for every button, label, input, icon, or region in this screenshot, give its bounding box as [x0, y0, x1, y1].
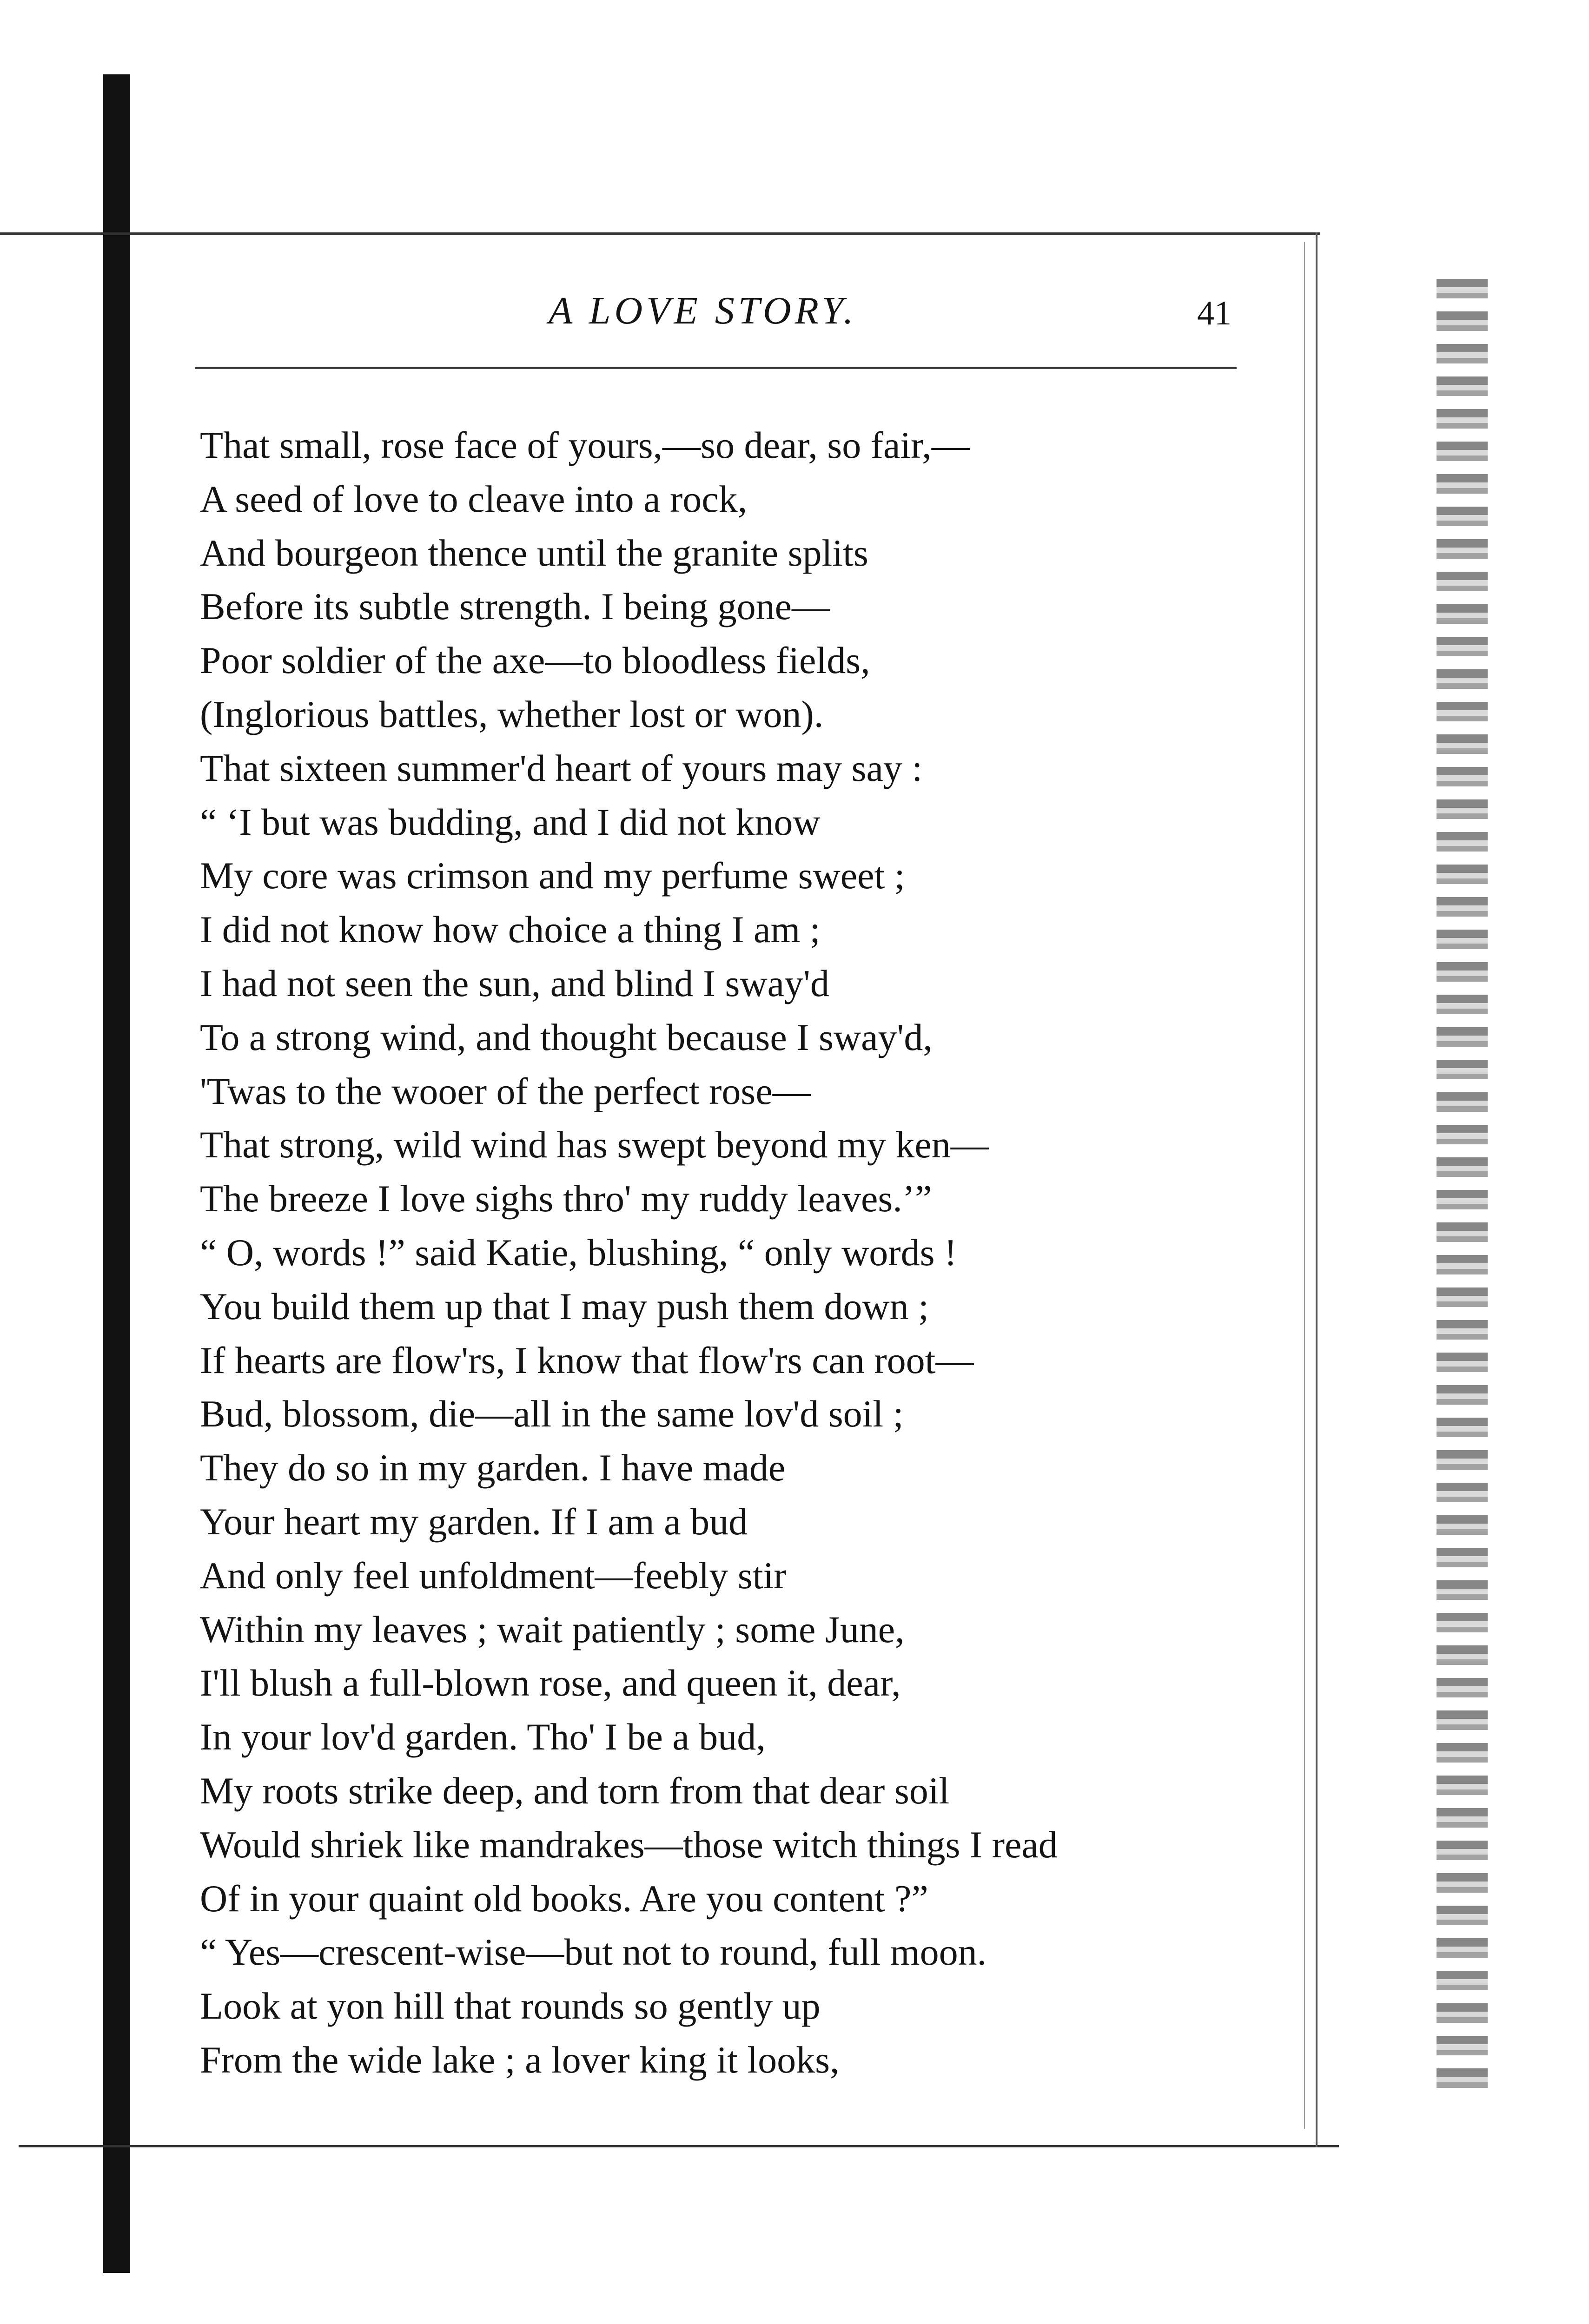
- poem-line: I'll blush a full-blown rose, and queen it, dear,: [200, 1662, 901, 1704]
- poem-line: Your heart my garden. If I am a bud: [200, 1500, 748, 1543]
- poem-line: And bourgeon thence until the granite splits: [200, 531, 868, 574]
- poem-line: That small, rose face of yours,—so dear, so fair,—: [200, 424, 970, 466]
- scan-edge-bottom: [19, 2145, 1339, 2147]
- header-rule: [195, 367, 1237, 369]
- poem-line: Would shriek like mandrakes—those witch things I read: [200, 1823, 1058, 1866]
- poem-line: From the wide lake ; a lover king it looks,: [200, 2038, 840, 2081]
- bleed-through-strip: [1437, 279, 1488, 2092]
- poem-line: Bud, blossom, die—all in the same lov'd soil ;: [200, 1393, 904, 1435]
- poem-line: My roots strike deep, and torn from that dear soil: [200, 1769, 950, 1812]
- poem-line: You build them up that I may push them down ;: [200, 1285, 929, 1327]
- page-number: 41: [1197, 294, 1231, 332]
- poem-line: Before its subtle strength. I being gone—: [200, 585, 830, 628]
- poem-line: If hearts are flow'rs, I know that flow'rs can root—: [200, 1339, 974, 1381]
- poem-line: 'Twas to the wooer of the perfect rose—: [200, 1070, 811, 1112]
- poem-line: Within my leaves ; wait patiently ; some June,: [200, 1608, 905, 1651]
- poem-line: “ ‘I but was budding, and I did not know: [200, 800, 821, 843]
- poem-line: I did not know how choice a thing I am ;: [200, 908, 821, 951]
- page-edge-right: [1316, 232, 1318, 2147]
- running-title: A LOVE STORY.: [549, 289, 857, 332]
- poem-line: They do so in my garden. I have made: [200, 1446, 786, 1489]
- poem-line: I had not seen the sun, and blind I sway'd: [200, 962, 829, 1004]
- poem-line: “ O, words !” said Katie, blushing, “ only words !: [200, 1231, 957, 1274]
- binding-shadow: [103, 74, 130, 2273]
- scan-edge-top: [0, 232, 1320, 235]
- poem-line: A seed of love to cleave into a rock,: [200, 477, 748, 520]
- poem-line: The breeze I love sighs thro' my ruddy leaves.’”: [200, 1177, 932, 1220]
- poem-line: That strong, wild wind has swept beyond my ken—: [200, 1123, 989, 1166]
- poem-line: That sixteen summer'd heart of yours may say :: [200, 746, 923, 789]
- poem-line: To a strong wind, and thought because I sway'd,: [200, 1016, 933, 1058]
- poem-text: [200, 418, 1306, 2087]
- poem-line: “ Yes—crescent-wise—but not to round, full moon.: [200, 1931, 987, 1974]
- poem-line: And only feel unfoldment—feebly stir: [200, 1554, 787, 1597]
- poem-line: Look at yon hill that rounds so gently up: [200, 1985, 821, 2027]
- poem-line: My core was crimson and my perfume sweet ;: [200, 854, 905, 897]
- poem-line: Poor soldier of the axe—to bloodless fields,: [200, 639, 870, 682]
- poem-line: Of in your quaint old books. Are you content ?”: [200, 1877, 928, 1920]
- poem-line: In your lov'd garden. Tho' I be a bud,: [200, 1716, 766, 1758]
- poem-line: (Inglorious battles, whether lost or won).: [200, 693, 824, 735]
